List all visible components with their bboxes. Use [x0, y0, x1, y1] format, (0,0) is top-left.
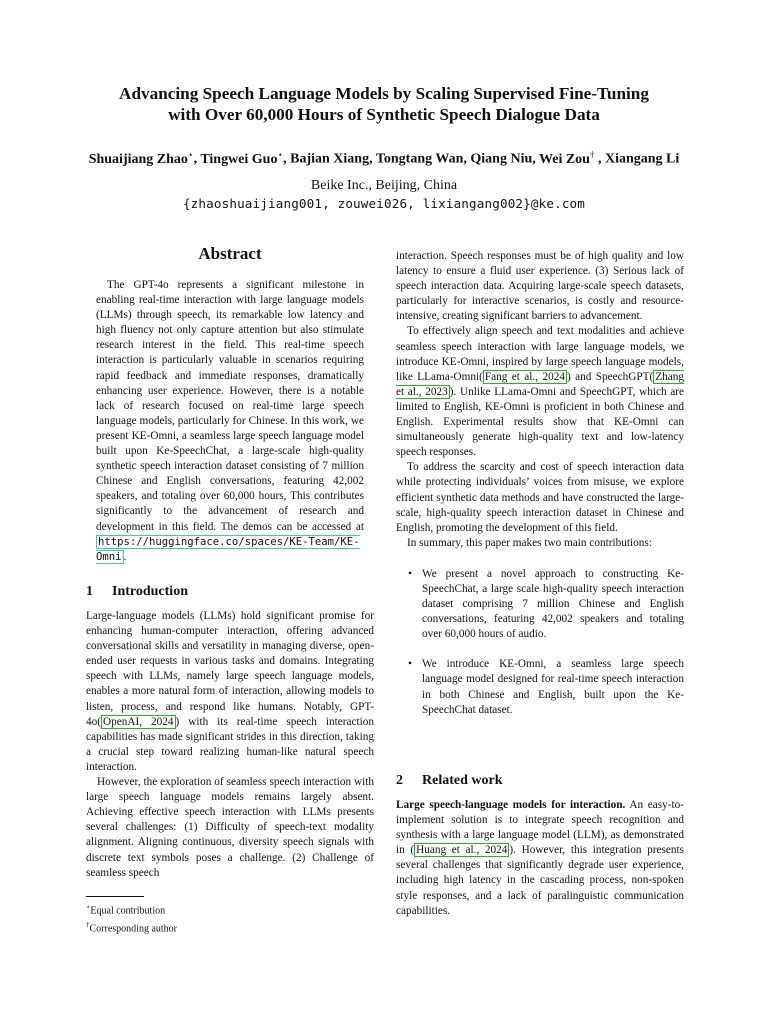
title-line-1: Advancing Speech Language Models by Scaling Supervised Fine-Tuning [119, 84, 649, 103]
intro-right-column [396, 249, 684, 718]
related-work-column [396, 798, 684, 919]
section-heading-introduction: 1 Introduction [86, 584, 188, 599]
citation-openai[interactable]: OpenAI, 2024 [103, 715, 174, 728]
list-item: • We introduce KE-Omni, a seamless large speech language model designed for real-time speech interaction in both Chinese and English, built upon the Ke-SpeechChat dataset. [408, 658, 684, 716]
bullet-icon: • [408, 567, 412, 580]
footnote-equal-contribution: ⋆Equal contribution [86, 903, 166, 917]
contribution-list [396, 567, 684, 718]
intro-paragraph-6: In summary, this paper makes two main contributions: [407, 536, 652, 549]
citation-zhang[interactable]: Zhang et al., 2023 [396, 370, 684, 398]
demo-link[interactable]: https://huggingface.co/spaces/KE-Team/KE-Omni [96, 535, 360, 563]
author: Xiangang Li [604, 151, 680, 167]
abstract-heading: Abstract [198, 244, 262, 263]
title-line-2: with Over 60,000 Hours of Synthetic Speech Dialogue Data [168, 105, 600, 124]
intro-paragraph-1: Large-language models (LLMs) hold significant promise for enhancing human-computer interaction, offering advanced conversational skills and versatility in managing diverse, open-ended user requests in various tasks and domains. Integrating speech with LLMs, namely large speech language models, enables a more natural form of interaction, allowing models to listen, process, and respond like humans. Notably, GPT-4o( OpenAI, 2024 ) with its real-time speech interaction capabilities has made significant strides in this direction, taking a crucial step toward realizing human-like natural speech interaction. [86, 610, 374, 773]
related-paragraph-1: Large speech-language models for interaction. An easy-to-implement solution is to integrate speech recognition and synthesis with a large language model (LLM), as demonstrated in ( Huang et al., 2024 ). However, this integration presents several challenges that significantly degrade user experience, including high latency in the cascading process, non-spoken style responses, and a lack of paralinguistic communication capabilities. [396, 799, 684, 917]
author: Shuaijiang Zhao⋆ [88, 149, 194, 167]
list-item: • We present a novel approach to constructing Ke-SpeechChat, a large scale high-quality speech interaction dataset comprising 7 million Chinese and English conversations, featuring 42,002 speakers and totaling over 60,000 hours of audio. [408, 567, 684, 641]
intro-paragraph-3: interaction. Speech responses must be of high quality and low latency to ensure a fluid user experience. (3) Serious lack of speech interaction data. Acquiring large-scale speech datasets, particularly for interactive scenarios, is costly and resource-intensive, creating significant barriers to advancement. [396, 250, 684, 323]
bullet-icon: • [408, 658, 412, 671]
footnote-corresponding-author: †Corresponding author [86, 921, 177, 935]
abstract-body: The GPT-4o represents a significant milestone in enabling real-time interaction with large language models (LLMs) through speech, its remarkable low latency and high fluency not only capture attention but also stimulate research interest in the field. This real-time speech interaction is particularly valuable in scenarios requiring rapid feedback and immediate responses, dramatically enhancing user experience. However, there is a notable lack of research focused on real-time large speech language models, particularly for Chinese. In this work, we present KE-Omni, a seamless large speech language model built upon Ke-SpeechChat, a large-scale high-quality synthetic speech interaction dataset consisting of 7 million Chinese and English conversations, featuring 42,002 speakers, and totaling over 60,000 hours, This contributes significantly to the advancement of research and development in this field. The demos can be accessed at https://huggingface.co/spaces/KE-Team/KE-Omni . [96, 279, 364, 563]
author: Tongtang Wan [375, 151, 464, 167]
citation-huang[interactable]: Huang et al., 2024 [416, 844, 508, 857]
citation-fang[interactable]: Fang et al., 2024 [484, 370, 565, 383]
intro-paragraph-5: To address the scarcity and cost of speech interaction data while protecting individuals’ voices from misuse, we explore efficient synthetic data methods and have constructed the large-scale, high-quality speech interaction dataset in Chinese and English, promoting the development of this field. [396, 461, 684, 534]
intro-paragraph-2: However, the exploration of seamless speech interaction with large speech language models remains largely absent. Achieving effective speech interaction with LLMs presents several challenges: (1) Difficulty of speech-text modality alignment. Aligning continuous, diversity speech signals with discrete text symbols poses a challenge. (2) Challenge of seamless speech [86, 776, 374, 879]
footnote-rule [86, 896, 144, 897]
footnotes [86, 900, 374, 937]
intro-left-column [86, 609, 374, 881]
paragraph-lead: Large speech-language models for interaction. [396, 799, 626, 811]
affiliation: Beike Inc., Beijing, China [310, 178, 458, 193]
author-list: Shuaijiang Zhao⋆, Tingwei Guo⋆, Bajian Xiang, Tongtang Wan, Qiang Niu, Wei Zou† , Xiangang Li [88, 149, 680, 167]
author: Wei Zou† [539, 149, 595, 167]
section-heading-related-work: 2 Related work [396, 773, 503, 788]
author: Tingwei Guo⋆ [200, 149, 284, 167]
author-emails: {zhaoshuaijiang001, zouwei026, lixiangang002}@ke.com [182, 196, 586, 211]
intro-paragraph-4: To effectively align speech and text modalities and achieve seamless speech interaction with large language models, we introduce KE-Omni, inspired by large speech language models, like LLama-Omni( Fang et al., 2024 ) and SpeechGPT( Zhang et al., 2023 ). Unlike LLama-Omni and SpeechGPT, which are limited to English, KE-Omni is proficient in both Chinese and English. Experimental results show that KE-Omni can simultaneously generate high-quality text and low-latency speech responses. [396, 325, 684, 459]
author: Bajian Xiang [290, 151, 370, 167]
abstract-text: The GPT-4o represents a significant milestone in enabling real-time interaction with large language models (LLMs) through speech, its remarkable low latency and high fluency not only capture attention but also stimulate research interest in the field. This real-time speech interaction is particularly valuable in scenarios requiring rapid feedback and immediate responses, dramatically enhancing user experience. However, there is a notable lack of research focused on real-time large speech language models, particularly for Chinese. In this work, we present KE-Omni, a seamless large speech language model built upon Ke-SpeechChat, a large-scale high-quality synthetic speech interaction dataset consisting of 7 million Chinese and English conversations, featuring 42,002 speakers, and totaling over 60,000 hours, This contributes significantly to the advancement of research and development in this field. The demos can be accessed at [96, 279, 364, 533]
paper-title [40, 83, 728, 125]
author: Qiang Niu [470, 151, 533, 167]
